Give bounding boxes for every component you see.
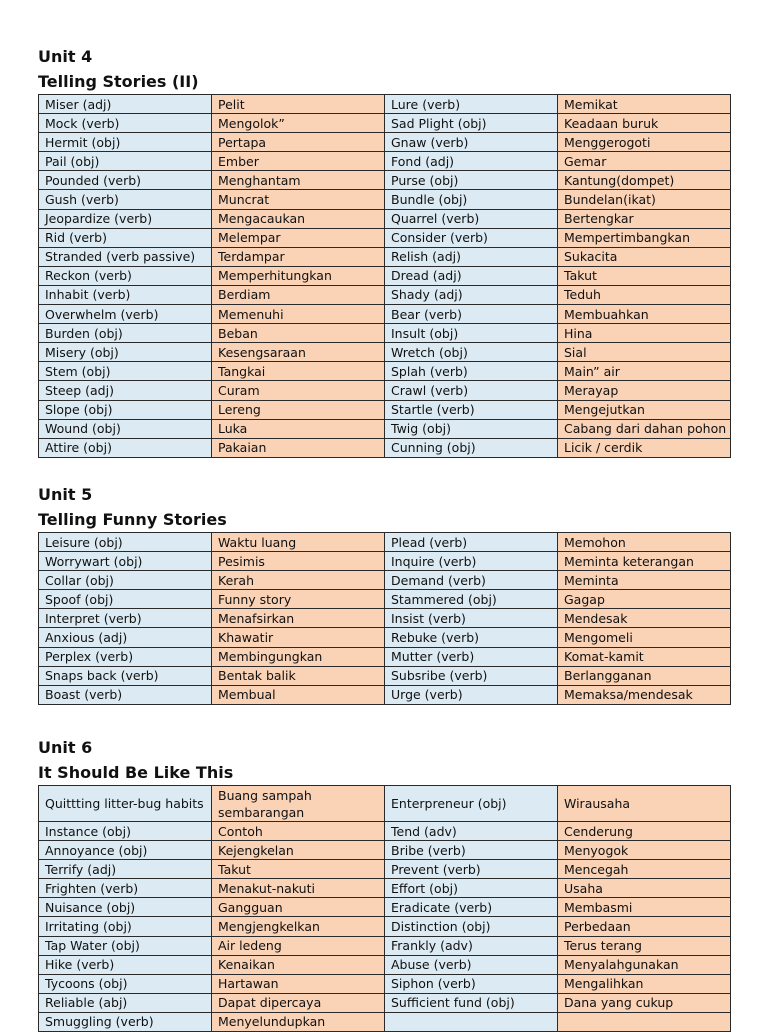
english-word-cell: Shady (adj) bbox=[385, 285, 558, 304]
english-word-cell: Perplex (verb) bbox=[39, 647, 212, 666]
english-word-cell: Tend (adv) bbox=[385, 822, 558, 841]
english-word-cell: Dread (adj) bbox=[385, 266, 558, 285]
table-row bbox=[39, 114, 731, 133]
indonesian-meaning-cell: Pakaian bbox=[212, 438, 385, 457]
indonesian-meaning-cell: Terus terang bbox=[558, 936, 731, 955]
table-row bbox=[39, 1012, 731, 1031]
english-word-cell: Enterpreneur (obj) bbox=[385, 786, 558, 822]
english-word-cell: Inquire (verb) bbox=[385, 552, 558, 571]
vocabulary-table bbox=[38, 94, 731, 458]
table-row bbox=[39, 841, 731, 860]
english-word-cell: Rid (verb) bbox=[39, 228, 212, 247]
english-word-cell: Overwhelm (verb) bbox=[39, 305, 212, 324]
indonesian-meaning-cell: Kerah bbox=[212, 571, 385, 590]
table-row bbox=[39, 786, 731, 822]
indonesian-meaning-cell: Meminta keterangan bbox=[558, 552, 731, 571]
english-word-cell: Distinction (obj) bbox=[385, 917, 558, 936]
english-word-cell: Nuisance (obj) bbox=[39, 898, 212, 917]
indonesian-meaning-cell: Perbedaan bbox=[558, 917, 731, 936]
indonesian-meaning-cell: Membuahkan bbox=[558, 305, 731, 324]
english-word-cell: Startle (verb) bbox=[385, 400, 558, 419]
indonesian-meaning-cell: Memaksa/mendesak bbox=[558, 685, 731, 704]
english-word-cell: Instance (obj) bbox=[39, 822, 212, 841]
english-word-cell: Subsribe (verb) bbox=[385, 666, 558, 685]
indonesian-meaning-cell: Menyelundupkan bbox=[212, 1012, 385, 1031]
table-row bbox=[39, 152, 731, 171]
indonesian-meaning-cell: Mengolok” bbox=[212, 114, 385, 133]
indonesian-meaning-cell: Takut bbox=[212, 860, 385, 879]
indonesian-meaning-cell: Sukacita bbox=[558, 247, 731, 266]
indonesian-meaning-cell: Gemar bbox=[558, 152, 731, 171]
english-word-cell: Tycoons (obj) bbox=[39, 974, 212, 993]
english-word-cell: Hike (verb) bbox=[39, 955, 212, 974]
english-word-cell: Interpret (verb) bbox=[39, 609, 212, 628]
table-row bbox=[39, 95, 731, 114]
indonesian-meaning-cell: Komat-kamit bbox=[558, 647, 731, 666]
indonesian-meaning-cell: Membingungkan bbox=[212, 647, 385, 666]
indonesian-meaning-cell: Mengejutkan bbox=[558, 400, 731, 419]
english-word-cell: Bundle (obj) bbox=[385, 190, 558, 209]
table-row bbox=[39, 936, 731, 955]
english-word-cell: Gnaw (verb) bbox=[385, 133, 558, 152]
table-row bbox=[39, 917, 731, 936]
table-row bbox=[39, 305, 731, 324]
indonesian-meaning-cell: Keadaan buruk bbox=[558, 114, 731, 133]
indonesian-meaning-cell: Kejengkelan bbox=[212, 841, 385, 860]
unit-title: Telling Funny Stories bbox=[38, 510, 227, 529]
english-word-cell: Urge (verb) bbox=[385, 685, 558, 704]
indonesian-meaning-cell: Kenaikan bbox=[212, 955, 385, 974]
english-word-cell: Snaps back (verb) bbox=[39, 666, 212, 685]
indonesian-meaning-cell: Menakut-nakuti bbox=[212, 879, 385, 898]
table-row bbox=[39, 247, 731, 266]
english-word-cell: Wound (obj) bbox=[39, 419, 212, 438]
indonesian-meaning-cell: Air ledeng bbox=[212, 936, 385, 955]
indonesian-meaning-cell: Dapat dipercaya bbox=[212, 993, 385, 1012]
english-word-cell: Frankly (adv) bbox=[385, 936, 558, 955]
indonesian-meaning-cell: Ember bbox=[212, 152, 385, 171]
indonesian-meaning-cell: Main” air bbox=[558, 362, 731, 381]
unit-4-section bbox=[38, 44, 731, 458]
english-word-cell: Bear (verb) bbox=[385, 305, 558, 324]
table-row bbox=[39, 879, 731, 898]
indonesian-meaning-cell: Membual bbox=[212, 685, 385, 704]
english-word-cell: Slope (obj) bbox=[39, 400, 212, 419]
indonesian-meaning-cell: Memohon bbox=[558, 533, 731, 552]
indonesian-meaning-cell: Wirausaha bbox=[558, 786, 731, 822]
english-word-cell: Reckon (verb) bbox=[39, 266, 212, 285]
english-word-cell: Burden (obj) bbox=[39, 324, 212, 343]
english-word-cell: Cunning (obj) bbox=[385, 438, 558, 457]
indonesian-meaning-cell: Hina bbox=[558, 324, 731, 343]
indonesian-meaning-cell: Mencegah bbox=[558, 860, 731, 879]
english-word-cell: Terrify (adj) bbox=[39, 860, 212, 879]
table-row bbox=[39, 209, 731, 228]
english-word-cell: Pail (obj) bbox=[39, 152, 212, 171]
indonesian-meaning-cell: Mengomeli bbox=[558, 628, 731, 647]
indonesian-meaning-cell: Berlangganan bbox=[558, 666, 731, 685]
unit-number: Unit 5 bbox=[38, 485, 93, 504]
table-row bbox=[39, 993, 731, 1012]
indonesian-meaning-cell: Tangkai bbox=[212, 362, 385, 381]
english-word-cell: Stammered (obj) bbox=[385, 590, 558, 609]
table-row bbox=[39, 955, 731, 974]
english-word-cell: Attire (obj) bbox=[39, 438, 212, 457]
indonesian-meaning-cell: Waktu luang bbox=[212, 533, 385, 552]
english-word-cell: Spoof (obj) bbox=[39, 590, 212, 609]
unit-number: Unit 4 bbox=[38, 47, 93, 66]
indonesian-meaning-cell: Sial bbox=[558, 343, 731, 362]
table-row bbox=[39, 343, 731, 362]
indonesian-meaning-cell: Meminta bbox=[558, 571, 731, 590]
english-word-cell: Pounded (verb) bbox=[39, 171, 212, 190]
english-word-cell: Fond (adj) bbox=[385, 152, 558, 171]
english-word-cell: Miser (adj) bbox=[39, 95, 212, 114]
english-word-cell: Collar (obj) bbox=[39, 571, 212, 590]
english-word-cell: Quittting litter-bug habits bbox=[39, 786, 212, 822]
indonesian-meaning-cell: Memenuhi bbox=[212, 305, 385, 324]
indonesian-meaning-cell: Menghantam bbox=[212, 171, 385, 190]
unit-5-section bbox=[38, 482, 731, 705]
indonesian-meaning-cell: Mengacaukan bbox=[212, 209, 385, 228]
indonesian-meaning-cell: Takut bbox=[558, 266, 731, 285]
indonesian-meaning-cell: Menyalahgunakan bbox=[558, 955, 731, 974]
indonesian-meaning-cell: Teduh bbox=[558, 285, 731, 304]
english-word-cell: Irritating (obj) bbox=[39, 917, 212, 936]
indonesian-meaning-cell bbox=[558, 1012, 731, 1031]
english-word-cell: Prevent (verb) bbox=[385, 860, 558, 879]
english-word-cell: Sad Plight (obj) bbox=[385, 114, 558, 133]
indonesian-meaning-cell: Buang sampah sembarangan bbox=[212, 786, 385, 822]
english-word-cell: Insist (verb) bbox=[385, 609, 558, 628]
indonesian-meaning-cell: Menggerogoti bbox=[558, 133, 731, 152]
vocabulary-table bbox=[38, 532, 731, 705]
indonesian-meaning-cell: Pertapa bbox=[212, 133, 385, 152]
english-word-cell: Abuse (verb) bbox=[385, 955, 558, 974]
english-word-cell: Mutter (verb) bbox=[385, 647, 558, 666]
english-word-cell: Sufficient fund (obj) bbox=[385, 993, 558, 1012]
indonesian-meaning-cell: Mendesak bbox=[558, 609, 731, 628]
indonesian-meaning-cell: Memikat bbox=[558, 95, 731, 114]
english-word-cell: Consider (verb) bbox=[385, 228, 558, 247]
unit-title: Telling Stories (II) bbox=[38, 72, 199, 91]
indonesian-meaning-cell: Berdiam bbox=[212, 285, 385, 304]
table-row bbox=[39, 324, 731, 343]
table-row bbox=[39, 974, 731, 993]
table-row bbox=[39, 609, 731, 628]
english-word-cell: Plead (verb) bbox=[385, 533, 558, 552]
indonesian-meaning-cell: Menyogok bbox=[558, 841, 731, 860]
table-row bbox=[39, 438, 731, 457]
indonesian-meaning-cell: Luka bbox=[212, 419, 385, 438]
english-word-cell: Rebuke (verb) bbox=[385, 628, 558, 647]
english-word-cell: Reliable (abj) bbox=[39, 993, 212, 1012]
english-word-cell: Leisure (obj) bbox=[39, 533, 212, 552]
vocabulary-table bbox=[38, 785, 731, 1032]
indonesian-meaning-cell: Licik / cerdik bbox=[558, 438, 731, 457]
indonesian-meaning-cell: Kantung(dompet) bbox=[558, 171, 731, 190]
english-word-cell: Purse (obj) bbox=[385, 171, 558, 190]
english-word-cell: Quarrel (verb) bbox=[385, 209, 558, 228]
english-word-cell: Worrywart (obj) bbox=[39, 552, 212, 571]
indonesian-meaning-cell: Cabang dari dahan pohon bbox=[558, 419, 731, 438]
indonesian-meaning-cell: Gangguan bbox=[212, 898, 385, 917]
english-word-cell: Twig (obj) bbox=[385, 419, 558, 438]
english-word-cell bbox=[385, 1012, 558, 1031]
english-word-cell: Inhabit (verb) bbox=[39, 285, 212, 304]
table-row bbox=[39, 571, 731, 590]
table-row bbox=[39, 628, 731, 647]
english-word-cell: Misery (obj) bbox=[39, 343, 212, 362]
table-row bbox=[39, 822, 731, 841]
english-word-cell: Hermit (obj) bbox=[39, 133, 212, 152]
indonesian-meaning-cell: Muncrat bbox=[212, 190, 385, 209]
indonesian-meaning-cell: Mengalihkan bbox=[558, 974, 731, 993]
table-row bbox=[39, 860, 731, 879]
table-row bbox=[39, 190, 731, 209]
indonesian-meaning-cell: Bertengkar bbox=[558, 209, 731, 228]
english-word-cell: Crawl (verb) bbox=[385, 381, 558, 400]
english-word-cell: Boast (verb) bbox=[39, 685, 212, 704]
indonesian-meaning-cell: Dana yang cukup bbox=[558, 993, 731, 1012]
indonesian-meaning-cell: Khawatir bbox=[212, 628, 385, 647]
indonesian-meaning-cell: Melempar bbox=[212, 228, 385, 247]
indonesian-meaning-cell: Contoh bbox=[212, 822, 385, 841]
english-word-cell: Mock (verb) bbox=[39, 114, 212, 133]
indonesian-meaning-cell: Memperhitungkan bbox=[212, 266, 385, 285]
english-word-cell: Frighten (verb) bbox=[39, 879, 212, 898]
unit-title: It Should Be Like This bbox=[38, 763, 234, 782]
indonesian-meaning-cell: Terdampar bbox=[212, 247, 385, 266]
indonesian-meaning-cell: Pelit bbox=[212, 95, 385, 114]
table-row bbox=[39, 590, 731, 609]
table-row bbox=[39, 898, 731, 917]
english-word-cell: Wretch (obj) bbox=[385, 343, 558, 362]
indonesian-meaning-cell: Bundelan(ikat) bbox=[558, 190, 731, 209]
indonesian-meaning-cell: Mengjengkelkan bbox=[212, 917, 385, 936]
indonesian-meaning-cell: Hartawan bbox=[212, 974, 385, 993]
table-row bbox=[39, 400, 731, 419]
indonesian-meaning-cell: Bentak balik bbox=[212, 666, 385, 685]
table-row bbox=[39, 228, 731, 247]
english-word-cell: Eradicate (verb) bbox=[385, 898, 558, 917]
indonesian-meaning-cell: Membasmi bbox=[558, 898, 731, 917]
table-row bbox=[39, 381, 731, 400]
table-row bbox=[39, 266, 731, 285]
english-word-cell: Jeopardize (verb) bbox=[39, 209, 212, 228]
indonesian-meaning-cell: Cenderung bbox=[558, 822, 731, 841]
english-word-cell: Anxious (adj) bbox=[39, 628, 212, 647]
english-word-cell: Relish (adj) bbox=[385, 247, 558, 266]
english-word-cell: Tap Water (obj) bbox=[39, 936, 212, 955]
table-row bbox=[39, 362, 731, 381]
table-row bbox=[39, 666, 731, 685]
indonesian-meaning-cell: Usaha bbox=[558, 879, 731, 898]
english-word-cell: Insult (obj) bbox=[385, 324, 558, 343]
table-row bbox=[39, 171, 731, 190]
indonesian-meaning-cell: Gagap bbox=[558, 590, 731, 609]
english-word-cell: Bribe (verb) bbox=[385, 841, 558, 860]
indonesian-meaning-cell: Curam bbox=[212, 381, 385, 400]
english-word-cell: Annoyance (obj) bbox=[39, 841, 212, 860]
table-row bbox=[39, 285, 731, 304]
table-row bbox=[39, 685, 731, 704]
indonesian-meaning-cell: Beban bbox=[212, 324, 385, 343]
english-word-cell: Splah (verb) bbox=[385, 362, 558, 381]
indonesian-meaning-cell: Mempertimbangkan bbox=[558, 228, 731, 247]
english-word-cell: Steep (adj) bbox=[39, 381, 212, 400]
english-word-cell: Gush (verb) bbox=[39, 190, 212, 209]
table-row bbox=[39, 419, 731, 438]
indonesian-meaning-cell: Pesimis bbox=[212, 552, 385, 571]
english-word-cell: Demand (verb) bbox=[385, 571, 558, 590]
english-word-cell: Siphon (verb) bbox=[385, 974, 558, 993]
english-word-cell: Smuggling (verb) bbox=[39, 1012, 212, 1031]
english-word-cell: Stem (obj) bbox=[39, 362, 212, 381]
table-row bbox=[39, 133, 731, 152]
indonesian-meaning-cell: Lereng bbox=[212, 400, 385, 419]
table-row bbox=[39, 533, 731, 552]
english-word-cell: Stranded (verb passive) bbox=[39, 247, 212, 266]
unit-number: Unit 6 bbox=[38, 738, 93, 757]
unit-6-section bbox=[38, 735, 731, 1032]
table-row bbox=[39, 647, 731, 666]
english-word-cell: Lure (verb) bbox=[385, 95, 558, 114]
indonesian-meaning-cell: Funny story bbox=[212, 590, 385, 609]
indonesian-meaning-cell: Kesengsaraan bbox=[212, 343, 385, 362]
english-word-cell: Effort (obj) bbox=[385, 879, 558, 898]
indonesian-meaning-cell: Merayap bbox=[558, 381, 731, 400]
table-row bbox=[39, 552, 731, 571]
indonesian-meaning-cell: Menafsirkan bbox=[212, 609, 385, 628]
